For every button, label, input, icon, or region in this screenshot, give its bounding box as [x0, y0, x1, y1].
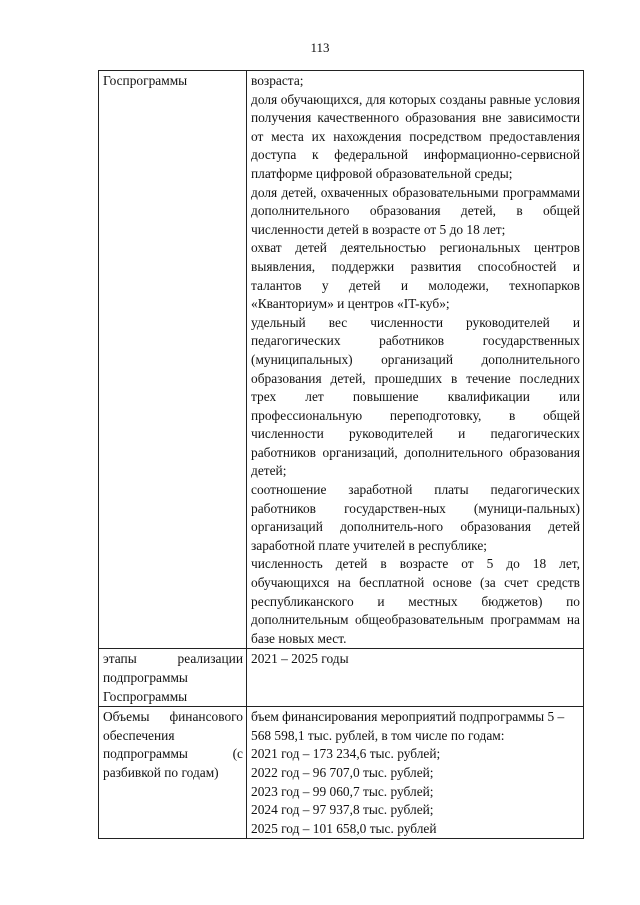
funding-year: 2022 год – 96 707,0 тыс. рублей;	[251, 764, 434, 780]
stages-period: 2021 – 2025 годы	[251, 651, 349, 667]
indicator-item: охват детей деятельностью региональных центров выявления, поддержки развития способностей и талантов у детей и молодежи, технопарков «Кванториум» и центров «IT-куб»;	[251, 240, 580, 312]
program-passport-table	[98, 70, 584, 839]
row-label-cell	[99, 71, 247, 649]
row-value-cell	[247, 649, 584, 707]
table-row-funding	[99, 707, 584, 839]
page-number: 113	[310, 40, 330, 55]
row-label: Объемы финансового обеспечения подпрограммы (с разбивкой по годам)	[103, 709, 243, 780]
funding-year: 2023 год – 99 060,7 тыс. рублей;	[251, 783, 434, 799]
row-value-cell	[247, 71, 584, 649]
row-label: этапы реализации подпрограммы Госпрограммы	[103, 651, 243, 704]
row-label-cell	[99, 649, 247, 707]
row-label: Госпрограммы	[103, 73, 188, 88]
indicator-item: возраста;	[251, 73, 304, 88]
funding-year: 2024 год – 97 937,8 тыс. рублей;	[251, 802, 434, 818]
indicator-item: доля обучающихся, для которых созданы равные условия получения качественного образования вне зависимости от места их нахождения посредством предоставления доступа к федеральной информационно-сервисной платформе цифровой образовательной среды;	[251, 91, 580, 181]
table-row-stages	[99, 649, 584, 707]
row-label-cell	[99, 707, 247, 839]
indicator-item: доля детей, охваченных образовательными программами дополнительного образования детей, в общей численности детей в возрасте от 5 до 18 лет;	[251, 184, 580, 237]
indicator-item: удельный вес численности руководителей и педагогических работников государственных (муниципальных) организаций дополнительного образования детей, прошедших в течение последних трех лет повышение квалификации или профессиональную переподготовку, в общей численности руководителей и педагогических работников организаций, дополнительного образования детей;	[251, 314, 580, 479]
funding-year: 2021 год – 173 234,6 тыс. рублей;	[251, 746, 441, 762]
table-row-indicators	[99, 71, 584, 649]
funding-total: бъем финансирования мероприятий подпрограммы 5 – 568 598,1 тыс. рублей, в том числе по годам:	[251, 709, 565, 743]
indicator-item: соотношение заработной платы педагогических работников государствен-ных (муници-пальных) организаций дополнитель-ного образования детей заработной плате учителей в республике;	[251, 482, 580, 553]
row-value-cell	[247, 707, 584, 839]
funding-year: 2025 год – 101 658,0 тыс. рублей	[251, 820, 437, 836]
indicator-item: численность детей в возрасте от 5 до 18 лет, обучающихся на бесплатной основе (за счет средств республиканского и местных бюджетов) по дополнительным общеобразовательным программам на базе новых мест.	[251, 556, 580, 646]
